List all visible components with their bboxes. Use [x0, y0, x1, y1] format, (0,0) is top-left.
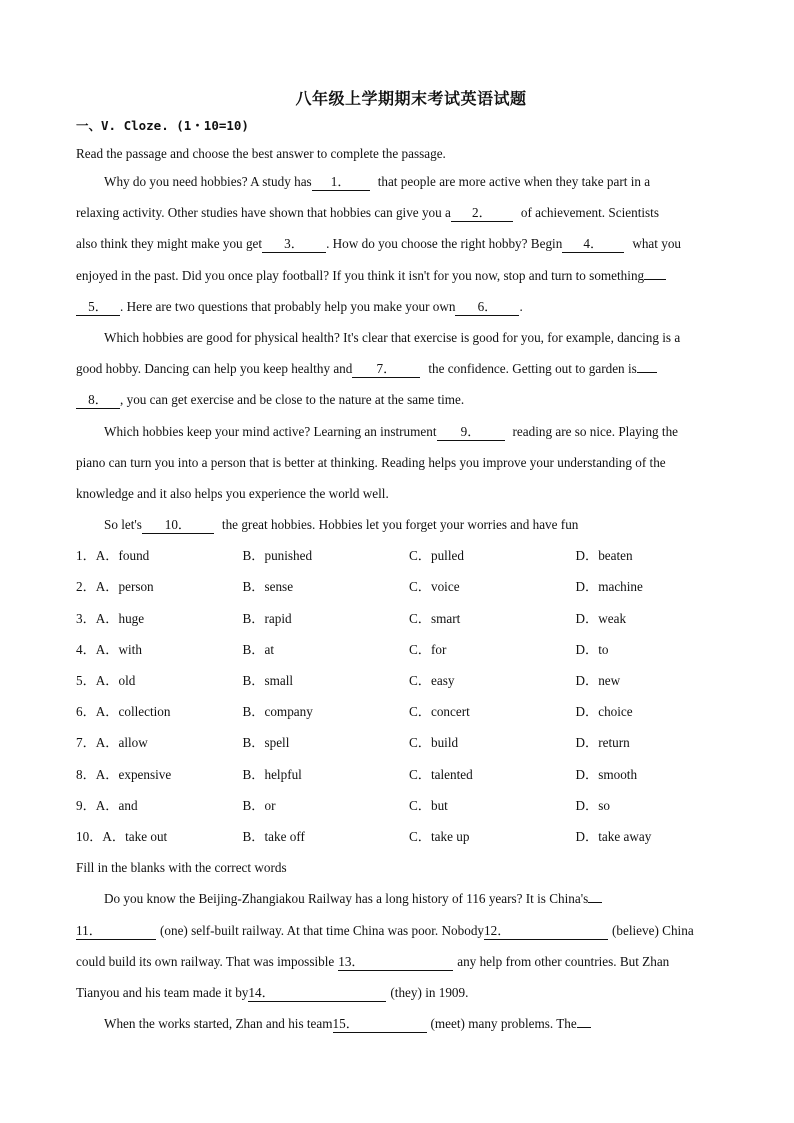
blank-5-start — [644, 264, 666, 280]
option-b[interactable]: B．take off — [242, 828, 305, 844]
blank-9[interactable]: 9． — [437, 425, 505, 441]
blank-3[interactable]: 3． — [262, 237, 326, 253]
option-b[interactable]: B．sense — [242, 579, 294, 595]
blank-4[interactable]: 4． — [562, 237, 624, 253]
passage-line: good hobby. Dancing can help you keep healthy and 7． the confidence. Getting out to garden is — [76, 353, 746, 384]
passage-line: also think they might make you get 3． . How do you choose the right hobby? Begin 4． what you — [76, 236, 682, 252]
passage-line: 8． , you can get exercise and be close to the nature at the same time. — [76, 384, 746, 415]
blank-5[interactable]: 5． — [76, 300, 120, 316]
option-c[interactable]: C．pulled — [409, 548, 464, 564]
question-row — [76, 571, 746, 602]
passage-line: piano can turn you into a person that is better at thinking. Reading helps you improve your understanding of the — [76, 454, 666, 470]
option-c[interactable]: C．build — [409, 735, 459, 751]
passage-line: When the works started, Zhan and his team15． (meet) many problems. The — [76, 1008, 746, 1039]
option-d[interactable]: D．so — [575, 797, 610, 813]
question-row — [76, 821, 746, 852]
passage-line: Do you know the Beijing-Zhangiakou Railway has a long history of 116 years? It is China's — [76, 883, 746, 914]
option-a[interactable]: 8．A．expensive — [76, 766, 172, 782]
blank-8[interactable]: 8． — [76, 393, 120, 409]
option-c[interactable]: C．for — [409, 641, 447, 657]
option-c[interactable]: C．take up — [409, 828, 470, 844]
option-d[interactable]: D．take away — [575, 828, 652, 844]
question-row — [76, 665, 746, 696]
option-b[interactable]: B．rapid — [242, 610, 292, 626]
option-a[interactable]: 4．A．with — [76, 641, 142, 657]
passage-line: 5． . Here are two questions that probably help you make your own 6． . — [76, 291, 746, 322]
blank-12[interactable]: 12． — [484, 924, 608, 940]
page-title: 八年级上学期期末考试英语试题 — [295, 89, 527, 108]
option-b[interactable]: B．small — [242, 673, 294, 688]
blank-15[interactable]: 15． — [333, 1017, 427, 1033]
option-b[interactable]: B．at — [242, 641, 275, 657]
passage-line: could build its own railway. That was impossible 13． any help from other countries. But Zhan — [76, 953, 670, 969]
passage-line: So let's 10． the great hobbies. Hobbies let you forget your worries and have fun — [104, 517, 579, 533]
blank-6[interactable]: 6． — [455, 300, 519, 316]
blank-8-start — [637, 357, 657, 373]
passage-line: enjoyed in the past. Did you once play football? If you think it isn't for you now, stop and turn to something — [76, 260, 746, 291]
option-d[interactable]: D．return — [575, 735, 630, 751]
option-a[interactable]: 10．A．take out — [76, 828, 168, 844]
option-d[interactable]: D．weak — [575, 610, 627, 626]
passage-line: Tianyou and his team made it by14． (they) in 1909. — [76, 984, 469, 1000]
option-d[interactable]: D．smooth — [575, 766, 638, 782]
option-a[interactable]: 9．A．and — [76, 797, 138, 813]
option-a[interactable]: 2．A．person — [76, 579, 154, 595]
passage-line: Which hobbies are good for physical health? It's clear that exercise is good for you, for example, dancing is a — [104, 329, 681, 345]
blank-1[interactable]: 1． — [312, 175, 370, 191]
blank-11-start — [588, 887, 602, 903]
option-d[interactable]: D．machine — [575, 579, 643, 595]
blank-11[interactable]: 11． — [76, 924, 156, 940]
passage-line: 11． (one) self-built railway. At that time China was poor. Nobody12． (believe) China — [76, 922, 694, 938]
option-c[interactable]: C．voice — [409, 579, 460, 595]
option-c[interactable]: C．smart — [409, 610, 461, 626]
option-d[interactable]: D．beaten — [575, 548, 633, 564]
option-a[interactable]: 5．A．old — [76, 673, 136, 688]
blank-7[interactable]: 7． — [352, 362, 420, 378]
option-a[interactable]: 3．A．huge — [76, 610, 145, 626]
question-row — [76, 540, 746, 571]
option-a[interactable]: 7．A．allow — [76, 735, 148, 751]
blank-2[interactable]: 2． — [451, 206, 513, 222]
option-c[interactable]: C．concert — [409, 704, 470, 720]
blank-13[interactable]: 13． — [338, 955, 453, 971]
exam-page — [76, 86, 746, 1039]
fill-instruction: Fill in the blanks with the correct words — [76, 860, 287, 876]
option-d[interactable]: D．to — [575, 641, 609, 657]
passage-line: relaxing activity. Other studies have shown that hobbies can give you a 2． of achievement. Scientists — [76, 205, 659, 221]
passage-line: Why do you need hobbies? A study has 1． that people are more active when they take part in a — [104, 174, 651, 189]
passage-line: knowledge and it also helps you experience the world well. — [76, 485, 389, 501]
option-c[interactable]: C．but — [409, 797, 448, 813]
section-heading: 一、V. Cloze. (1・10=10) — [76, 118, 249, 133]
question-row — [76, 727, 746, 758]
blank-10[interactable]: 10． — [142, 518, 214, 534]
option-b[interactable]: B．company — [242, 704, 313, 720]
blank-14[interactable]: 14． — [248, 986, 386, 1002]
option-b[interactable]: B．or — [242, 797, 276, 813]
option-d[interactable]: D．choice — [575, 704, 633, 720]
option-a[interactable]: 6．A．collection — [76, 704, 171, 720]
passage-line: Which hobbies keep your mind active? Learning an instrument 9． reading are so nice. Playing the — [104, 423, 679, 439]
option-b[interactable]: B．spell — [242, 735, 290, 751]
question-row — [76, 759, 746, 790]
option-a[interactable]: 1．A．found — [76, 548, 150, 564]
question-list — [76, 540, 746, 852]
blank-16-start — [577, 1012, 591, 1028]
question-row — [76, 790, 746, 821]
question-row — [76, 634, 746, 665]
option-c[interactable]: C．easy — [409, 673, 455, 688]
instruction: Read the passage and choose the best answer to complete the passage. — [76, 146, 446, 161]
question-row — [76, 603, 746, 634]
question-row — [76, 696, 746, 727]
option-b[interactable]: B．punished — [242, 548, 313, 564]
option-d[interactable]: D．new — [575, 673, 621, 688]
option-b[interactable]: B．helpful — [242, 766, 302, 782]
option-c[interactable]: C．talented — [409, 766, 473, 782]
